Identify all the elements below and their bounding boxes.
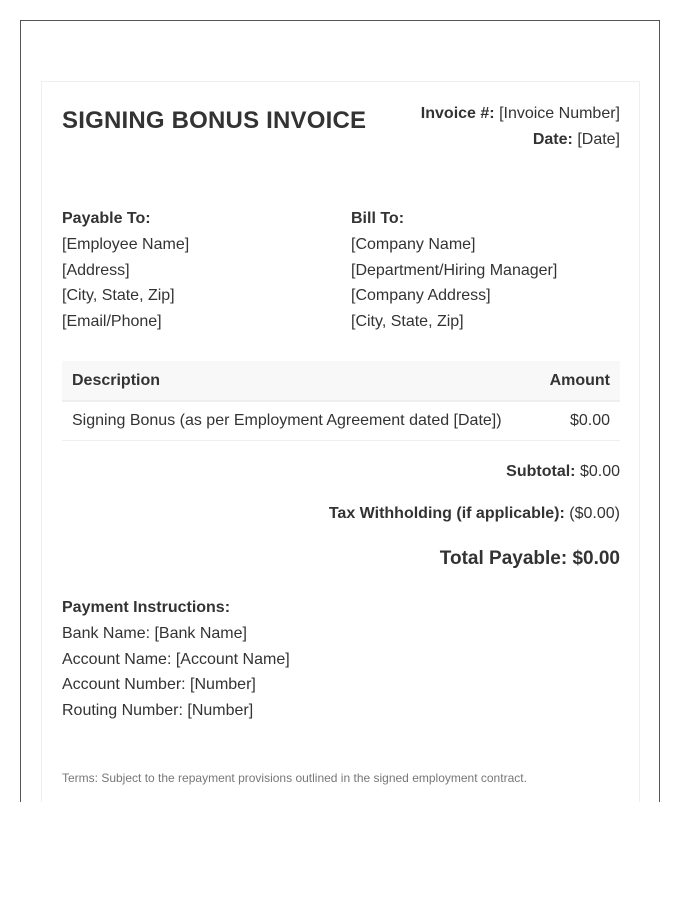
table-header-row [62, 361, 620, 401]
tax-withholding-value: ($0.00) [569, 505, 620, 522]
bill-to-line: [City, State, Zip] [351, 313, 464, 331]
payable-to-block [62, 206, 189, 335]
payable-to-line: [Employee Name] [62, 235, 190, 253]
payment-instructions-heading: Payment Instructions: [62, 599, 231, 616]
bill-to-block [351, 206, 557, 335]
invoice-date-label: Date: [532, 131, 573, 148]
line-item-description: Signing Bonus (as per Employment Agreement dated [Date]) [62, 401, 535, 441]
payable-to-line: [Email/Phone] [62, 313, 162, 331]
amount-header: Amount [535, 361, 620, 401]
payment-instruction-line: Account Number: [Number] [62, 676, 256, 694]
bill-to-line: [Company Address] [351, 287, 491, 305]
payment-instruction-line: Routing Number: [Number] [62, 702, 254, 720]
invoice-number [421, 105, 620, 123]
payment-instruction-line: Account Name: [Account Name] [62, 650, 290, 668]
payable-to-heading: Payable To: [62, 210, 151, 227]
bill-to-heading: Bill To: [351, 210, 405, 227]
bill-to-line: [Department/Hiring Manager] [351, 261, 558, 279]
invoice-date-value: [Date] [577, 131, 620, 148]
line-item-amount: $0.00 [535, 401, 620, 441]
invoice-title: SIGNING BONUS INVOICE [62, 107, 367, 134]
payable-to-line: [Address] [62, 261, 130, 279]
total-payable: Total Payable: $0.00 [439, 548, 620, 569]
description-header: Description [62, 361, 535, 401]
tax-withholding-line [329, 505, 620, 523]
invoice-date [533, 131, 620, 149]
invoice-number-label: Invoice #: [420, 105, 495, 122]
subtotal-label: Subtotal: [506, 463, 576, 480]
tax-withholding-label: Tax Withholding (if applicable): [328, 505, 565, 522]
line-items-table [62, 361, 620, 441]
payable-to-line: [City, State, Zip] [62, 287, 175, 305]
bill-to-line: [Company Name] [351, 235, 476, 253]
subtotal-value: $0.00 [579, 463, 620, 480]
payment-instruction-line: Bank Name: [Bank Name] [62, 624, 247, 642]
payment-instructions-block [62, 595, 290, 724]
table-row [62, 401, 620, 441]
subtotal-line [506, 463, 620, 481]
terms-note: Terms: Subject to the repayment provisions outlined in the signed employment contract. [62, 771, 527, 785]
invoice-number-value: [Invoice Number] [499, 105, 620, 122]
